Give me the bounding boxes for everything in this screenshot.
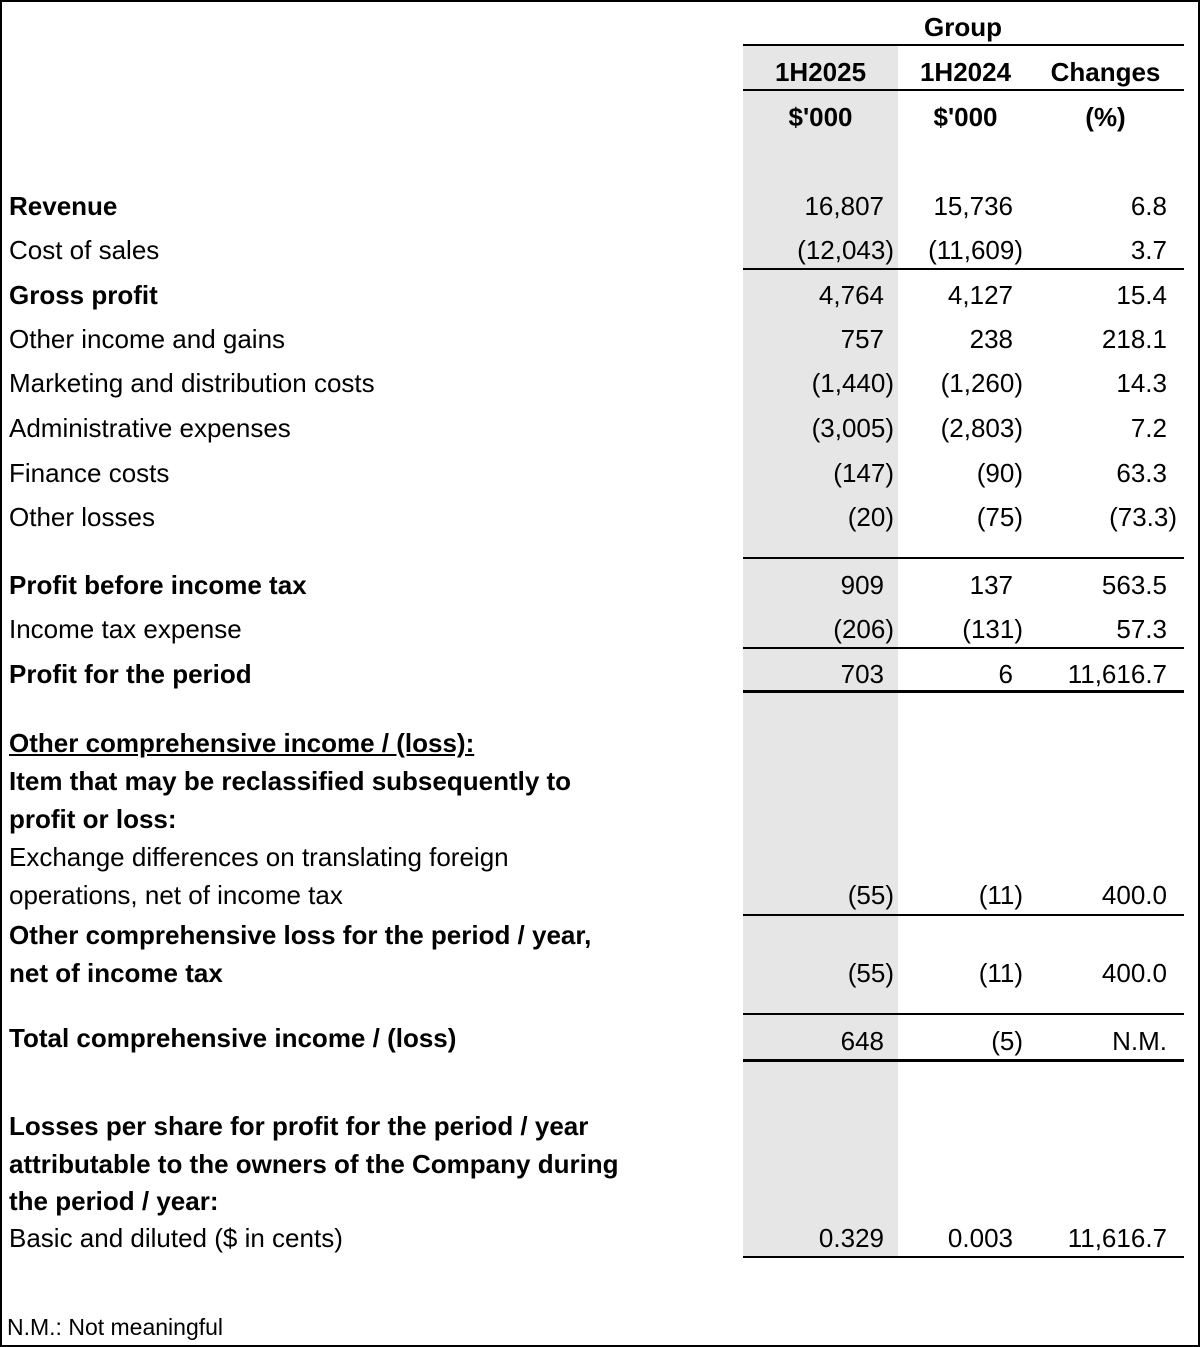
total-comprehensive-change: N.M. xyxy=(1112,1026,1167,1056)
unit-1h2024: $'000 xyxy=(933,102,998,132)
row-label-revenue: Revenue xyxy=(9,191,118,221)
footnote: N.M.: Not meaningful xyxy=(7,1314,224,1340)
profit-before-tax-1h2024: 137 xyxy=(969,570,1013,600)
profit-before-tax-1h2025: 909 xyxy=(840,570,884,600)
finance-costs-1h2025: (147) xyxy=(833,458,894,488)
other-income-1h2024: 238 xyxy=(969,324,1013,354)
marketing-1h2025: (1,440) xyxy=(811,368,894,398)
gross-profit-1h2024: 4,127 xyxy=(947,280,1013,310)
row-label-oci-loss-line1: Other comprehensive loss for the period / year, xyxy=(9,920,592,950)
profit-before-tax-change: 563.5 xyxy=(1101,570,1167,600)
exchange-1h2024: (11) xyxy=(978,880,1023,910)
gross-profit-rule xyxy=(743,268,1184,270)
exchange-1h2025: (55) xyxy=(847,880,894,910)
column-header-1h2024: 1H2024 xyxy=(919,57,1012,87)
basic-diluted-change: 11,616.7 xyxy=(1067,1223,1167,1253)
other-income-1h2025: 757 xyxy=(840,324,884,354)
finance-costs-change: 63.3 xyxy=(1116,458,1167,488)
income-tax-change: 57.3 xyxy=(1116,614,1167,644)
exchange-change: 400.0 xyxy=(1101,880,1167,910)
other-losses-1h2024: (75) xyxy=(976,502,1023,532)
group-header-rule xyxy=(743,44,1184,46)
income-tax-1h2025: (206) xyxy=(833,614,894,644)
profit-period-bottom-rule xyxy=(743,690,1184,693)
oci-loss-change: 400.0 xyxy=(1101,958,1167,988)
row-label-oci-loss-line2: net of income tax xyxy=(9,958,223,988)
other-income-change: 218.1 xyxy=(1101,324,1167,354)
oci-loss-1h2024: (11) xyxy=(978,958,1023,988)
unit-changes: (%) xyxy=(1085,102,1126,132)
row-label-exchange-line2: operations, net of income tax xyxy=(9,880,343,910)
administrative-1h2025: (3,005) xyxy=(811,413,894,443)
row-label-finance-costs: Finance costs xyxy=(9,458,170,488)
gross-profit-change: 15.4 xyxy=(1116,280,1167,310)
total-comprehensive-rule xyxy=(743,1013,1184,1015)
row-label-exchange-line1: Exchange differences on translating foreign xyxy=(9,842,509,872)
profit-period-change: 11,616.7 xyxy=(1067,659,1167,689)
row-label-basic-diluted: Basic and diluted ($ in cents) xyxy=(9,1223,343,1253)
row-label-gross-profit: Gross profit xyxy=(9,280,158,310)
row-label-administrative: Administrative expenses xyxy=(9,413,291,443)
finance-costs-1h2024: (90) xyxy=(976,458,1023,488)
total-comprehensive-1h2025: 648 xyxy=(840,1026,884,1056)
basic-diluted-1h2024: 0.003 xyxy=(947,1223,1013,1253)
profit-period-1h2024: 6 xyxy=(998,659,1013,689)
row-label-other-income: Other income and gains xyxy=(9,324,286,354)
row-label-cost-of-sales: Cost of sales xyxy=(9,235,160,265)
row-label-marketing: Marketing and distribution costs xyxy=(9,368,375,398)
reclassified-heading-line2: profit or loss: xyxy=(9,804,177,834)
eps-heading-line1: Losses per share for profit for the period / year xyxy=(9,1111,589,1141)
row-label-other-losses: Other losses xyxy=(9,502,155,532)
revenue-1h2024: 15,736 xyxy=(933,191,1013,221)
total-comprehensive-1h2024: (5) xyxy=(991,1026,1023,1056)
row-label-total-comprehensive: Total comprehensive income / (loss) xyxy=(9,1023,457,1053)
other-losses-1h2025: (20) xyxy=(847,502,894,532)
total-comprehensive-bottom-rule xyxy=(743,1059,1184,1062)
revenue-change: 6.8 xyxy=(1130,191,1167,221)
administrative-1h2024: (2,803) xyxy=(940,413,1023,443)
administrative-change: 7.2 xyxy=(1130,413,1167,443)
reclassified-heading-line1: Item that may be reclassified subsequently to xyxy=(9,766,572,796)
profit-period-rule xyxy=(743,647,1184,649)
marketing-1h2024: (1,260) xyxy=(940,368,1023,398)
profit-period-1h2025: 703 xyxy=(840,659,884,689)
cost-of-sales-1h2025: (12,043) xyxy=(797,235,894,265)
oci-section-heading: Other comprehensive income / (loss): xyxy=(9,728,475,758)
row-label-profit-before-tax: Profit before income tax xyxy=(9,570,307,600)
cost-of-sales-1h2024: (11,609) xyxy=(928,235,1023,265)
eps-heading-line2: attributable to the owners of the Company during xyxy=(9,1149,619,1179)
eps-heading-line3: the period / year: xyxy=(9,1186,219,1216)
income-tax-1h2024: (131) xyxy=(962,614,1023,644)
current-period-column-shading xyxy=(743,46,898,1258)
column-header-rule xyxy=(743,89,1184,91)
unit-1h2025: $'000 xyxy=(788,102,853,132)
row-label-profit-period: Profit for the period xyxy=(9,659,252,689)
column-header-1h2025: 1H2025 xyxy=(774,57,867,87)
oci-loss-1h2025: (55) xyxy=(847,958,894,988)
cost-of-sales-change: 3.7 xyxy=(1130,235,1167,265)
oci-total-rule xyxy=(743,914,1184,916)
row-label-income-tax: Income tax expense xyxy=(9,614,242,644)
column-header-changes: Changes xyxy=(1050,57,1161,87)
group-header: Group xyxy=(924,12,1002,42)
gross-profit-1h2025: 4,764 xyxy=(818,280,884,310)
revenue-1h2025: 16,807 xyxy=(804,191,884,221)
eps-bottom-rule xyxy=(743,1256,1184,1258)
profit-before-tax-rule xyxy=(743,557,1184,559)
basic-diluted-1h2025: 0.329 xyxy=(818,1223,884,1253)
other-losses-change: (73.3) xyxy=(1109,502,1177,532)
marketing-change: 14.3 xyxy=(1116,368,1167,398)
